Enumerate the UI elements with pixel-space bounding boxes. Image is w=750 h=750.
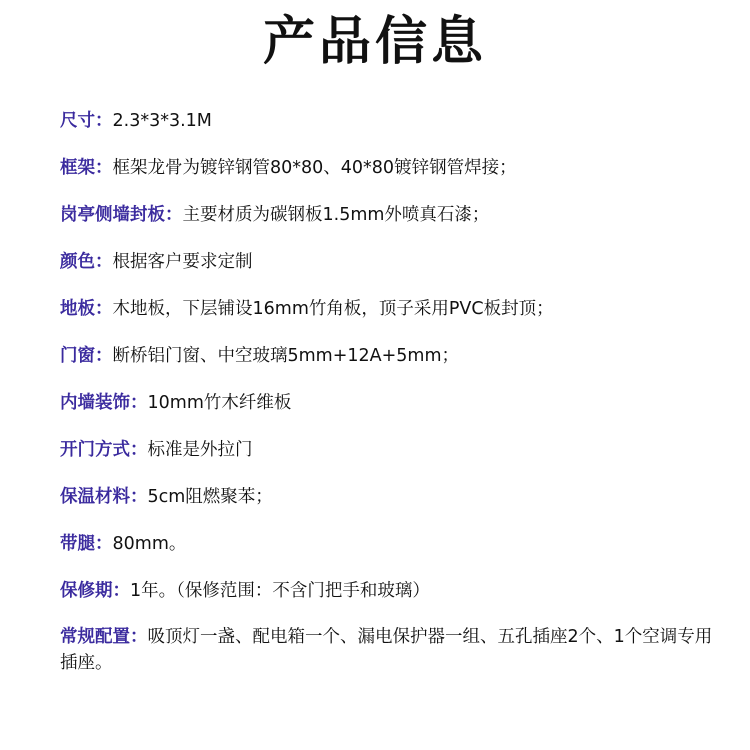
spec-row-interior [60,390,291,416]
spec-value: 标准是外拉门 [147,440,253,460]
spec-row-color [60,249,253,275]
spec-value: 吸顶灯一盏、配电箱一个、漏电保护器一组、五孔插座2个、1个空调专用插座。 [60,627,713,673]
spec-row-legs [60,531,186,557]
spec-value: 根据客户要求定制 [112,252,253,272]
spec-label: 地板： [60,299,113,319]
spec-value: 80mm。 [112,534,187,554]
spec-label: 门窗： [60,346,113,366]
spec-row-door-opening [60,437,253,463]
spec-value: 2.3*3*3.1M [112,111,212,131]
spec-value: 主要材质为碳钢板1.5mm外喷真石漆； [182,205,490,225]
spec-row-size [60,108,212,134]
spec-value: 木地板，下层铺设16mm竹角板，顶子采用PVC板封顶； [112,299,554,319]
spec-value: 10mm竹木纤维板 [147,393,292,413]
spec-label: 岗亭侧墙封板： [60,205,183,225]
spec-row-floor [60,296,554,322]
spec-value: 框架龙骨为镀锌钢管80*80、40*80镀锌钢管焊接； [112,158,517,178]
spec-row-wall-panel [60,202,489,228]
spec-row-doors-windows [60,343,459,369]
page-title: 产品信息 [262,12,487,72]
spec-label: 框架： [60,158,113,178]
spec-value: 1年。（保修范围：不含门把手和玻璃） [130,581,430,601]
spec-value: 断桥铝门窗、中空玻璃5mm+12A+5mm； [112,346,460,366]
spec-label: 内墙装饰： [60,393,148,413]
spec-row-frame [60,155,517,181]
spec-value: 5cm阻燃聚苯； [147,487,273,507]
spec-label: 常规配置： [60,627,148,647]
spec-label: 保温材料： [60,487,148,507]
spec-row-insulation [60,484,273,510]
spec-label: 颜色： [60,252,113,272]
spec-label: 保修期： [60,581,130,601]
spec-label: 开门方式： [60,440,148,460]
spec-label: 尺寸： [60,111,113,131]
spec-label: 带腿： [60,534,113,554]
spec-row-standard-config [60,624,720,676]
spec-row-warranty [60,578,430,604]
